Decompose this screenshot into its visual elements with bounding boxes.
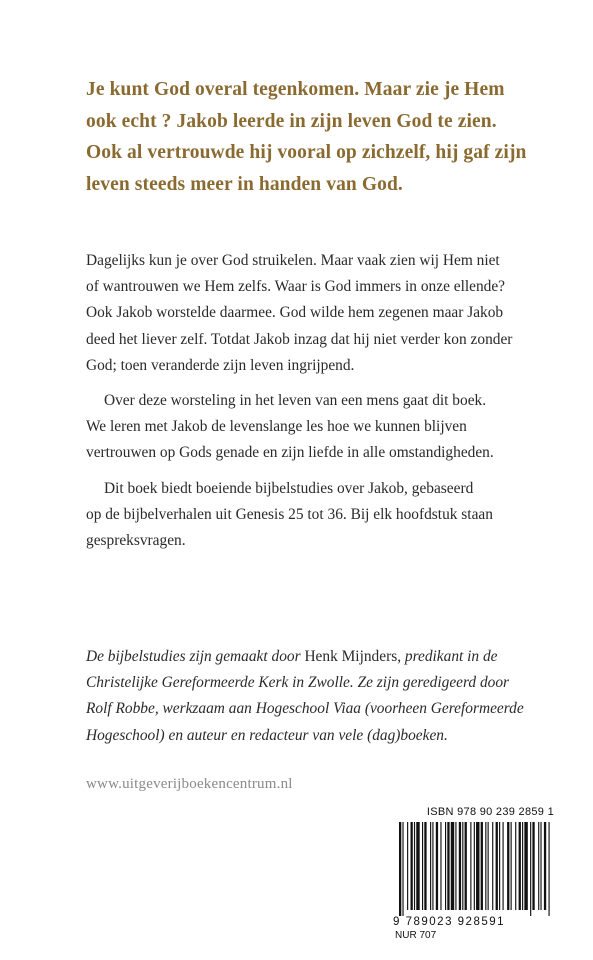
body-line: op de bijbelverhalen uit Genesis 25 tot 36. Bij elk hoofdstuk staan xyxy=(86,505,493,523)
body-line: God; toen veranderde zijn leven ingrijpend. xyxy=(86,356,355,374)
body-line: gespreksvragen. xyxy=(86,532,186,550)
isbn-label: ISBN 978 90 239 2859 1 xyxy=(426,806,554,818)
nur-label: NUR 707 xyxy=(395,930,437,941)
body-line: Ook Jakob worstelde daarmee. God wilde hem zegenen maar Jakob xyxy=(86,304,504,322)
intro-line: Ook al vertrouwde hij vooral op zichzelf, hij gaf zijn xyxy=(86,142,527,163)
credits-line xyxy=(86,644,556,670)
intro-line: Je kunt God overal tegenkomen. Maar zie je Hem xyxy=(86,79,505,100)
intro-line: ook echt ? Jakob leerde in zijn leven God te zien. xyxy=(86,110,497,132)
intro-line: leven steeds meer in handen van God. xyxy=(86,173,403,195)
credits-italic: Christelijke Gereformeerde Kerk in Zwolle. Ze zijn geredigeerd door xyxy=(86,674,510,692)
publisher-website[interactable]: www.uitgeverijboekencentrum.nl xyxy=(86,776,293,792)
credits-italic: Rolf Robbe, werkzaam aan Hogeschool Viaa (voorheen Gereformeerde xyxy=(86,700,524,718)
body-line: deed het liever zelf. Totdat Jakob inzag dat hij niet verder kon zonder xyxy=(86,330,513,348)
barcode-icon xyxy=(397,822,555,916)
paragraph-3 xyxy=(86,476,556,555)
credits-italic: predikant in de xyxy=(401,648,498,665)
credits-line xyxy=(86,723,556,749)
intro-text xyxy=(86,74,556,200)
body-line: We leren met Jakob de levenslange les hoe we kunnen blijven xyxy=(86,418,467,436)
paragraph-1 xyxy=(86,248,556,379)
barcode-block xyxy=(393,806,558,946)
body-line: of wantrouwen we Hem zelfs. Waar is God immers in onze ellende? xyxy=(86,278,506,296)
barcode-digits: 9 789023 928591 xyxy=(393,916,506,928)
credits-italic: De bijbelstudies zijn gemaakt door xyxy=(86,648,305,665)
body-line: vertrouwen op Gods genade en zijn liefde in alle omstandigheden. xyxy=(86,444,494,462)
credits-text xyxy=(86,644,556,749)
body-line: Over deze worsteling in het leven van een mens gaat dit boek. xyxy=(104,392,487,410)
author-name: Henk Mijnders, xyxy=(304,648,402,665)
credits-italic: Hogeschool) en auteur en redacteur van vele (dag)boeken. xyxy=(86,726,448,744)
body-text xyxy=(86,248,556,554)
credits-line xyxy=(86,696,556,722)
paragraph-2 xyxy=(86,388,556,467)
body-line: Dagelijks kun je over God struikelen. Maar vaak zien wij Hem niet xyxy=(86,252,500,269)
credits-line xyxy=(86,670,556,696)
body-line: Dit boek biedt boeiende bijbelstudies over Jakob, gebaseerd xyxy=(104,479,474,497)
